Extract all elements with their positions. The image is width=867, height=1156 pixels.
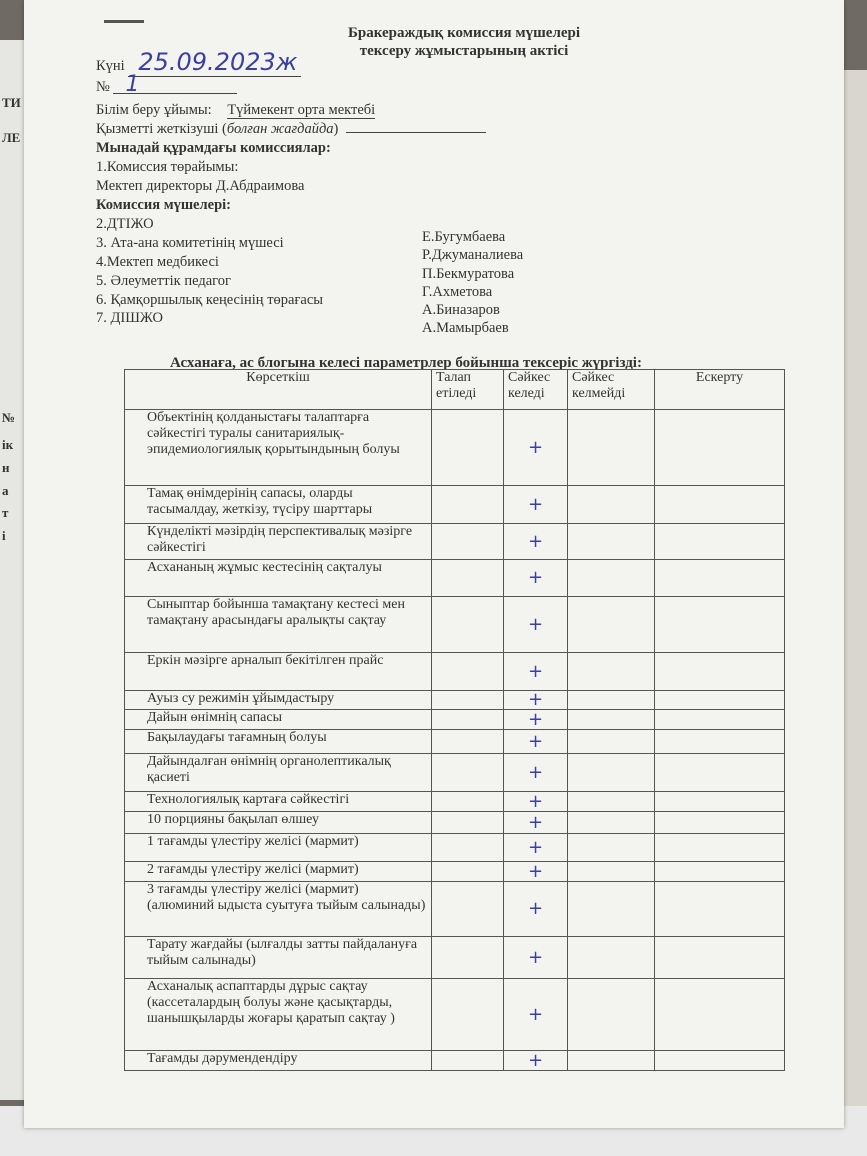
indicator-cell: 3 тағамды үлестіру желісі (мармит) (алюминий ыдыста суытуға тыйым салынады): [125, 882, 432, 937]
note-cell: [655, 597, 785, 653]
compliant-mark: +: [504, 524, 568, 560]
noncompliant-cell: [568, 979, 655, 1051]
side-fragment: ік: [2, 437, 14, 452]
required-cell: [432, 937, 504, 979]
indicator-cell: Ауыз су режимін ұйымдастыру: [125, 691, 432, 710]
noncompliant-cell: [568, 410, 655, 486]
table-row: [125, 834, 785, 862]
org-line: [96, 102, 375, 119]
member-name: Г.Ахметова: [422, 283, 493, 300]
table-row: [125, 710, 785, 730]
compliant-mark: +: [504, 410, 568, 486]
note-cell: [655, 653, 785, 691]
member-name: Е.Бугумбаева: [422, 229, 506, 245]
header-indicator: Көрсеткіш: [125, 370, 432, 410]
required-cell: [432, 524, 504, 560]
indicator-cell: Тарату жағдайы (ылғалды затты пайдалануға тыйым салынады): [125, 937, 432, 979]
noncompliant-cell: [568, 486, 655, 524]
side-fragment: н: [2, 460, 10, 475]
indicator-cell: Тағамды дәрумендендіру: [125, 1051, 432, 1071]
table-row: [125, 937, 785, 979]
number-value: 1: [113, 76, 237, 94]
member-role: 4.Мектеп медбикесі: [96, 254, 219, 270]
required-cell: [432, 1051, 504, 1071]
note-cell: [655, 979, 785, 1051]
indicator-cell: 1 тағамды үлестіру желісі (мармит): [125, 834, 432, 862]
member-role: 2.ДТІЖО: [96, 216, 154, 232]
note-cell: [655, 882, 785, 937]
members-heading: Комиссия мүшелері:: [96, 197, 231, 213]
required-cell: [432, 979, 504, 1051]
required-cell: [432, 754, 504, 792]
indicator-cell: Сыныптар бойынша тамақтану кестесі мен тамақтану арасындағы аралықты сақтау: [125, 597, 432, 653]
table-header-row: [125, 370, 785, 410]
note-cell: [655, 710, 785, 730]
note-cell: [655, 486, 785, 524]
table-row: [125, 1051, 785, 1071]
table-row: [125, 979, 785, 1051]
noncompliant-cell: [568, 834, 655, 862]
chair-heading: 1.Комиссия төрайымы:: [96, 159, 239, 175]
table-row: [125, 691, 785, 710]
noncompliant-cell: [568, 812, 655, 834]
indicator-cell: Дайын өнімнің сапасы: [125, 710, 432, 730]
member-role: 6. Қамқоршылық кеңесінің төрағасы: [96, 292, 324, 308]
required-cell: [432, 560, 504, 597]
required-cell: [432, 812, 504, 834]
supplier-line: [96, 121, 486, 138]
header-noncompliant: Сәйкес келмейді: [568, 370, 655, 410]
indicator-cell: Дайындалған өнімнің органолептикалық қасиеті: [125, 754, 432, 792]
indicator-cell: Технологиялық картаға сәйкестігі: [125, 792, 432, 812]
supplier-label: Қызметті жеткізуші (: [96, 121, 227, 137]
noncompliant-cell: [568, 691, 655, 710]
table-row: [125, 524, 785, 560]
noncompliant-cell: [568, 560, 655, 597]
member-name: Р.Джуманалиева: [422, 247, 524, 264]
note-cell: [655, 792, 785, 812]
required-cell: [432, 834, 504, 862]
indicator-cell: Бақылаудағы тағамның болуы: [125, 730, 432, 754]
compliant-mark: +: [504, 812, 568, 834]
table-row: [125, 792, 785, 812]
noncompliant-cell: [568, 882, 655, 937]
noncompliant-cell: [568, 754, 655, 792]
noncompliant-cell: [568, 653, 655, 691]
noncompliant-cell: [568, 937, 655, 979]
date-value: 25.09.2023ж: [128, 48, 301, 77]
required-cell: [432, 653, 504, 691]
table-row: [125, 730, 785, 754]
note-cell: [655, 1051, 785, 1071]
required-cell: [432, 862, 504, 882]
document-page: [24, 0, 844, 1128]
org-value: Түймекент орта мектебі: [227, 102, 376, 118]
compliant-mark: +: [504, 560, 568, 597]
corner-dash: [104, 20, 144, 23]
required-cell: [432, 597, 504, 653]
member-names: [422, 228, 523, 338]
compliant-mark: +: [504, 754, 568, 792]
compliant-mark: +: [504, 710, 568, 730]
header-compliant: Сәйкес келеді: [504, 370, 568, 410]
compliant-mark: +: [504, 653, 568, 691]
inspection-table: [124, 369, 785, 1071]
org-label: Білім беру ұйымы:: [96, 102, 212, 118]
indicator-cell: Объектінің қолданыстағы талаптарға сәйкестігі туралы санитариялық-эпидемиологиялық қорытындының болуы: [125, 410, 432, 486]
header-required: Талап етіледі: [432, 370, 504, 410]
table-row: [125, 597, 785, 653]
compliant-mark: +: [504, 937, 568, 979]
note-cell: [655, 937, 785, 979]
compliant-mark: +: [504, 792, 568, 812]
supplier-blank: [346, 132, 486, 133]
required-cell: [432, 486, 504, 524]
indicator-cell: 10 порцияны бақылап өлшеу: [125, 812, 432, 834]
compliant-mark: +: [504, 486, 568, 524]
indicator-cell: Еркін мәзірге арналып бекітілген прайс: [125, 653, 432, 691]
table-row: [125, 486, 785, 524]
side-fragment: ТИ: [2, 95, 21, 110]
table-caption: Асханаға, ас блогына келесі параметрлер бойынша тексеріс жүргізді:: [170, 355, 642, 371]
compliant-mark: +: [504, 691, 568, 710]
supplier-italic: болған жағдайда: [226, 121, 334, 137]
member-name: П.Бекмуратова: [422, 265, 515, 282]
date-label: Күні: [96, 58, 125, 74]
required-cell: [432, 730, 504, 754]
member-role: 7. ДІШЖО: [96, 310, 163, 326]
noncompliant-cell: [568, 730, 655, 754]
side-fragment: а: [2, 483, 9, 498]
indicator-cell: Күнделікті мәзірдің перспективалық мәзірге сәйкестігі: [125, 524, 432, 560]
noncompliant-cell: [568, 597, 655, 653]
side-fragment: ЛЕ: [2, 130, 21, 145]
member-name: А.Мамырбаев: [422, 320, 509, 337]
number-line: [96, 72, 237, 97]
required-cell: [432, 691, 504, 710]
title-line-1: Бракераждық комиссия мүшелері: [347, 25, 581, 41]
note-cell: [655, 560, 785, 597]
noncompliant-cell: [568, 1051, 655, 1071]
compliant-mark: +: [504, 597, 568, 653]
table-row: [125, 653, 785, 691]
noncompliant-cell: [568, 710, 655, 730]
header-note: Ескерту: [655, 370, 785, 410]
table-row: [125, 812, 785, 834]
note-cell: [655, 691, 785, 710]
indicator-cell: Асханалық аспаптарды дұрыс сақтау (кассеталардың болуы және қасықтарды, шанышқыларды жоғары қаратып сақтау ): [125, 979, 432, 1051]
table-row: [125, 862, 785, 882]
compliant-mark: +: [504, 979, 568, 1051]
commission-heading: Мынадай құрамдағы комиссиялар:: [96, 140, 331, 156]
compliant-mark: +: [504, 834, 568, 862]
title-line-2: тексеру жұмыстарының актісі: [359, 43, 569, 59]
indicator-cell: Тамақ өнімдерінің сапасы, оларды тасымалдау, жеткізу, түсіру шарттары: [125, 486, 432, 524]
member-role: 5. Әлеуметтік педагог: [96, 273, 231, 289]
note-cell: [655, 410, 785, 486]
note-cell: [655, 754, 785, 792]
required-cell: [432, 792, 504, 812]
table-row: [125, 560, 785, 597]
compliant-mark: +: [504, 730, 568, 754]
required-cell: [432, 710, 504, 730]
compliant-mark: +: [504, 1051, 568, 1071]
required-cell: [432, 410, 504, 486]
number-label: №: [96, 79, 110, 95]
chair-line: Мектеп директоры Д.Абдраимова: [96, 178, 305, 194]
member-role: 3. Ата-ана комитетінің мүшесі: [96, 235, 284, 251]
table-row: [125, 410, 785, 486]
side-fragment: т: [2, 505, 9, 520]
note-cell: [655, 862, 785, 882]
note-cell: [655, 834, 785, 862]
indicator-cell: Асхананың жұмыс кестесінің сақталуы: [125, 560, 432, 597]
supplier-close: ): [333, 121, 339, 137]
member-name: А.Биназаров: [422, 302, 500, 319]
compliant-mark: +: [504, 882, 568, 937]
table-row: [125, 882, 785, 937]
required-cell: [432, 882, 504, 937]
compliant-mark: +: [504, 862, 568, 882]
indicator-cell: 2 тағамды үлестіру желісі (мармит): [125, 862, 432, 882]
side-fragment: №: [2, 410, 16, 425]
table-row: [125, 754, 785, 792]
note-cell: [655, 812, 785, 834]
side-fragment: і: [2, 528, 6, 543]
note-cell: [655, 730, 785, 754]
noncompliant-cell: [568, 792, 655, 812]
noncompliant-cell: [568, 524, 655, 560]
noncompliant-cell: [568, 862, 655, 882]
note-cell: [655, 524, 785, 560]
